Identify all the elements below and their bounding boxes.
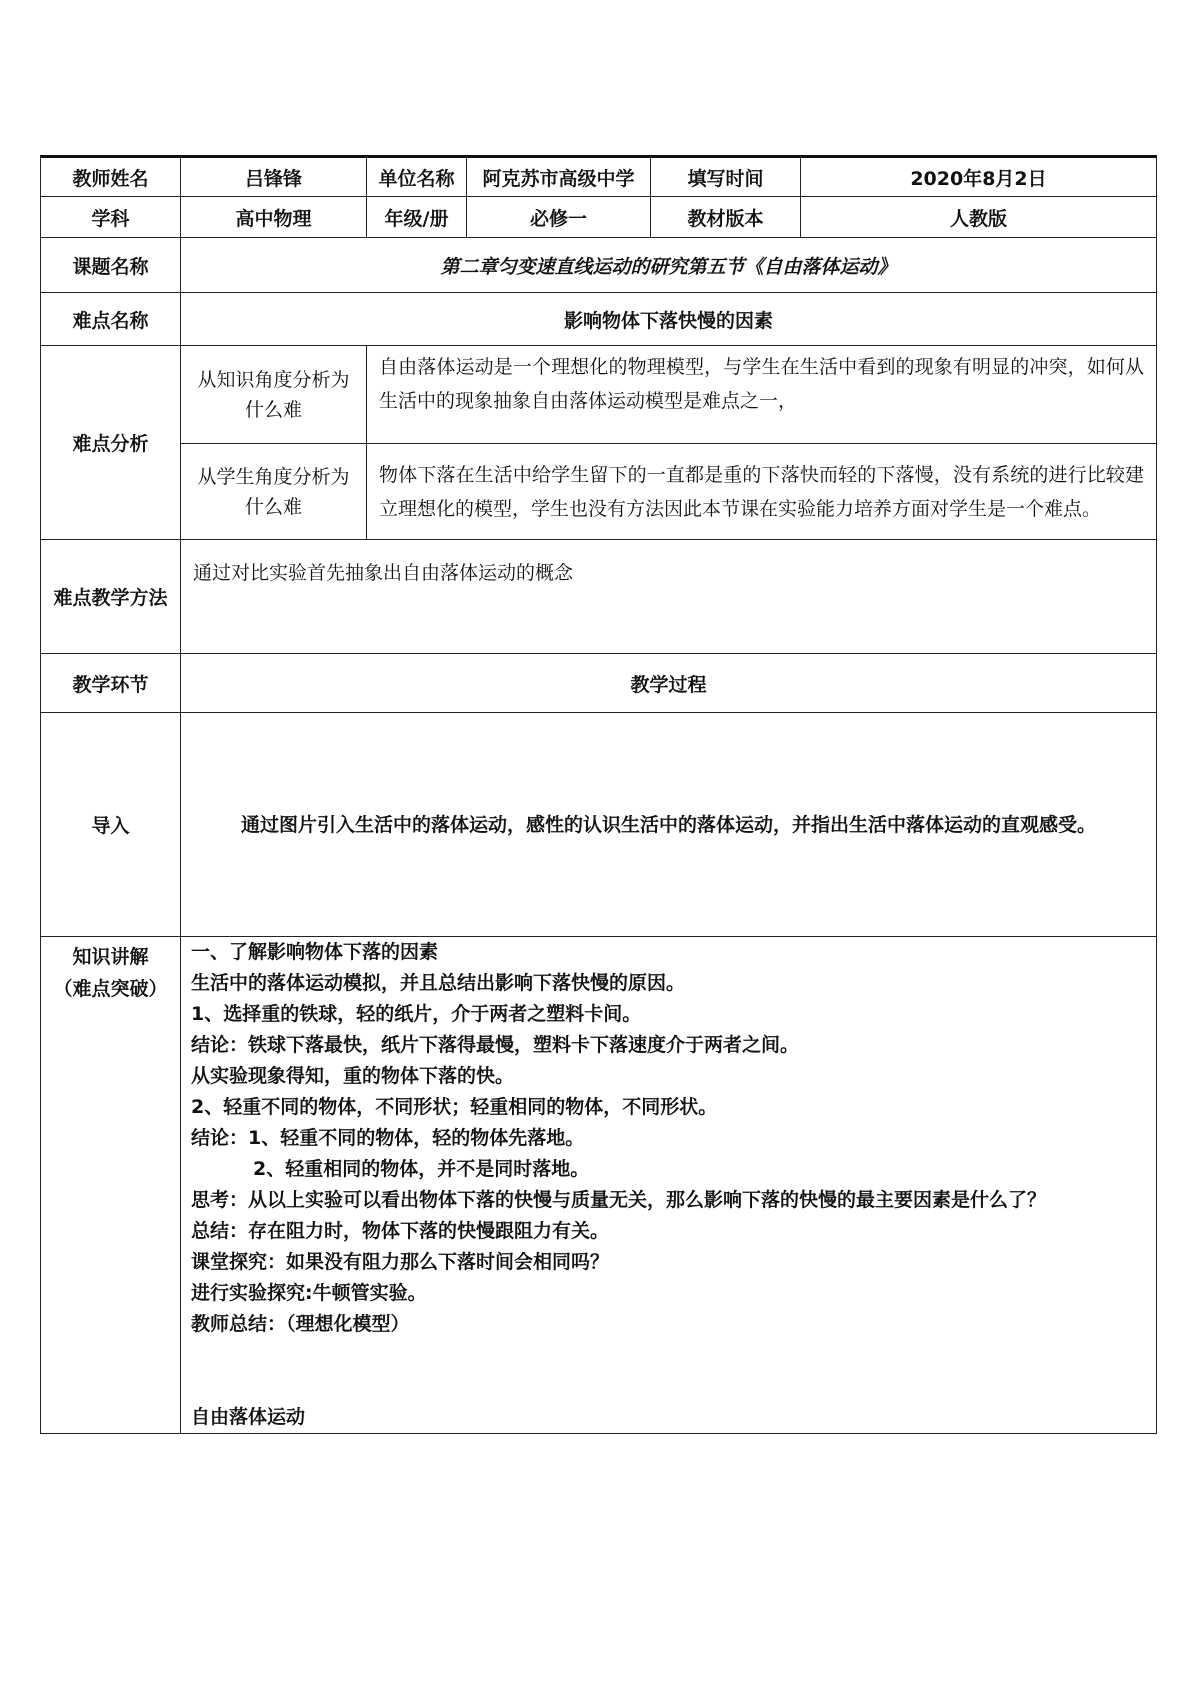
knowledge-line: 教师总结：（理想化模型）	[191, 1313, 410, 1335]
method-row	[41, 540, 1157, 654]
unit-label: 单位名称	[367, 157, 467, 197]
lesson-plan-table	[40, 155, 1157, 1434]
knowledge-line: 进行实验探究:牛顿管实验。	[191, 1282, 427, 1304]
method-text: 通过对比实验首先抽象出自由落体运动的概念	[181, 540, 1157, 654]
student-angle-text: 物体下落在生活中给学生留下的一直都是重的下落快而轻的下落慢，没有系统的进行比较建立理想化的模型，学生也没有方法因此本节课在实验能力培养方面对学生是一个难点。	[367, 444, 1157, 540]
edition-value: 人教版	[801, 197, 1157, 238]
subject-value: 高中物理	[181, 197, 367, 238]
grade-label: 年级/册	[367, 197, 467, 238]
difficulty-label: 难点名称	[41, 293, 181, 346]
stage-header: 教学环节	[41, 654, 181, 713]
process-header: 教学过程	[181, 654, 1157, 713]
lesson-plan-sheet	[40, 155, 1156, 1434]
difficulty-row	[41, 293, 1157, 346]
topic-row	[41, 238, 1157, 293]
grade-value: 必修一	[467, 197, 651, 238]
knowledge-line: 2、轻重相同的物体，并不是同时落地。	[253, 1158, 590, 1180]
knowledge-line: 结论：铁球下落最快，纸片下落得最慢，塑料卡下落速度介于两者之间。	[191, 1034, 800, 1056]
knowledge-line: 总结：存在阻力时，物体下落的快慢跟阻力有关。	[191, 1220, 610, 1242]
header-row-2	[41, 197, 1157, 238]
knowledge-label	[41, 937, 181, 1434]
knowledge-row	[41, 937, 1157, 1434]
teacher-value: 吕锋锋	[181, 157, 367, 197]
topic-label: 课题名称	[41, 238, 181, 293]
difficulty-value: 影响物体下落快慢的因素	[181, 293, 1157, 346]
unit-value: 阿克苏市高级中学	[467, 157, 651, 197]
date-value: 2020年8月2日	[801, 157, 1157, 197]
blank-space	[191, 1340, 1146, 1402]
knowledge-line: 生活中的落体运动模拟，并且总结出影响下落快慢的原因。	[191, 972, 686, 994]
student-angle-label: 从学生角度分析为什么难	[181, 444, 367, 540]
teacher-label: 教师姓名	[41, 157, 181, 197]
knowledge-line: 结论：1、轻重不同的物体，轻的物体先落地。	[191, 1127, 585, 1149]
knowledge-line: 一、了解影响物体下落的因素	[191, 941, 439, 963]
header-row-1	[41, 157, 1157, 197]
knowledge-label-line1: 知识讲解	[72, 946, 149, 968]
intro-row	[41, 713, 1157, 937]
knowledge-angle-text: 自由落体运动是一个理想化的物理模型，与学生在生活中看到的现象有明显的冲突，如何从生活中的现象抽象自由落体运动模型是难点之一，	[367, 346, 1157, 444]
analysis-row-student	[41, 444, 1157, 540]
topic-value: 第二章匀变速直线运动的研究第五节《自由落体运动》	[181, 238, 1157, 293]
knowledge-line: 课堂探究：如果没有阻力那么下落时间会相同吗？	[191, 1251, 610, 1273]
knowledge-line: 思考：从以上实验可以看出物体下落的快慢与质量无关，那么影响下落的快慢的最主要因素是什么了？	[191, 1189, 1047, 1211]
knowledge-line: 2、轻重不同的物体，不同形状；轻重相同的物体，不同形状。	[191, 1096, 718, 1118]
method-label: 难点教学方法	[41, 540, 181, 654]
process-header-row	[41, 654, 1157, 713]
analysis-row-knowledge	[41, 346, 1157, 444]
knowledge-line: 从实验现象得知，重的物体下落的快。	[191, 1065, 515, 1087]
intro-text: 通过图片引入生活中的落体运动，感性的认识生活中的落体运动，并指出生活中落体运动的直观感受。	[181, 713, 1157, 937]
knowledge-body	[181, 937, 1157, 1434]
analysis-label: 难点分析	[41, 346, 181, 540]
date-label: 填写时间	[651, 157, 801, 197]
knowledge-label-line2: （难点突破）	[53, 978, 168, 1000]
knowledge-angle-label: 从知识角度分析为什么难	[181, 346, 367, 444]
knowledge-line: 1、选择重的铁球，轻的纸片，介于两者之塑料卡间。	[191, 1003, 642, 1025]
intro-label: 导入	[41, 713, 181, 937]
subject-label: 学科	[41, 197, 181, 238]
edition-label: 教材版本	[651, 197, 801, 238]
knowledge-line: 自由落体运动	[191, 1406, 306, 1428]
